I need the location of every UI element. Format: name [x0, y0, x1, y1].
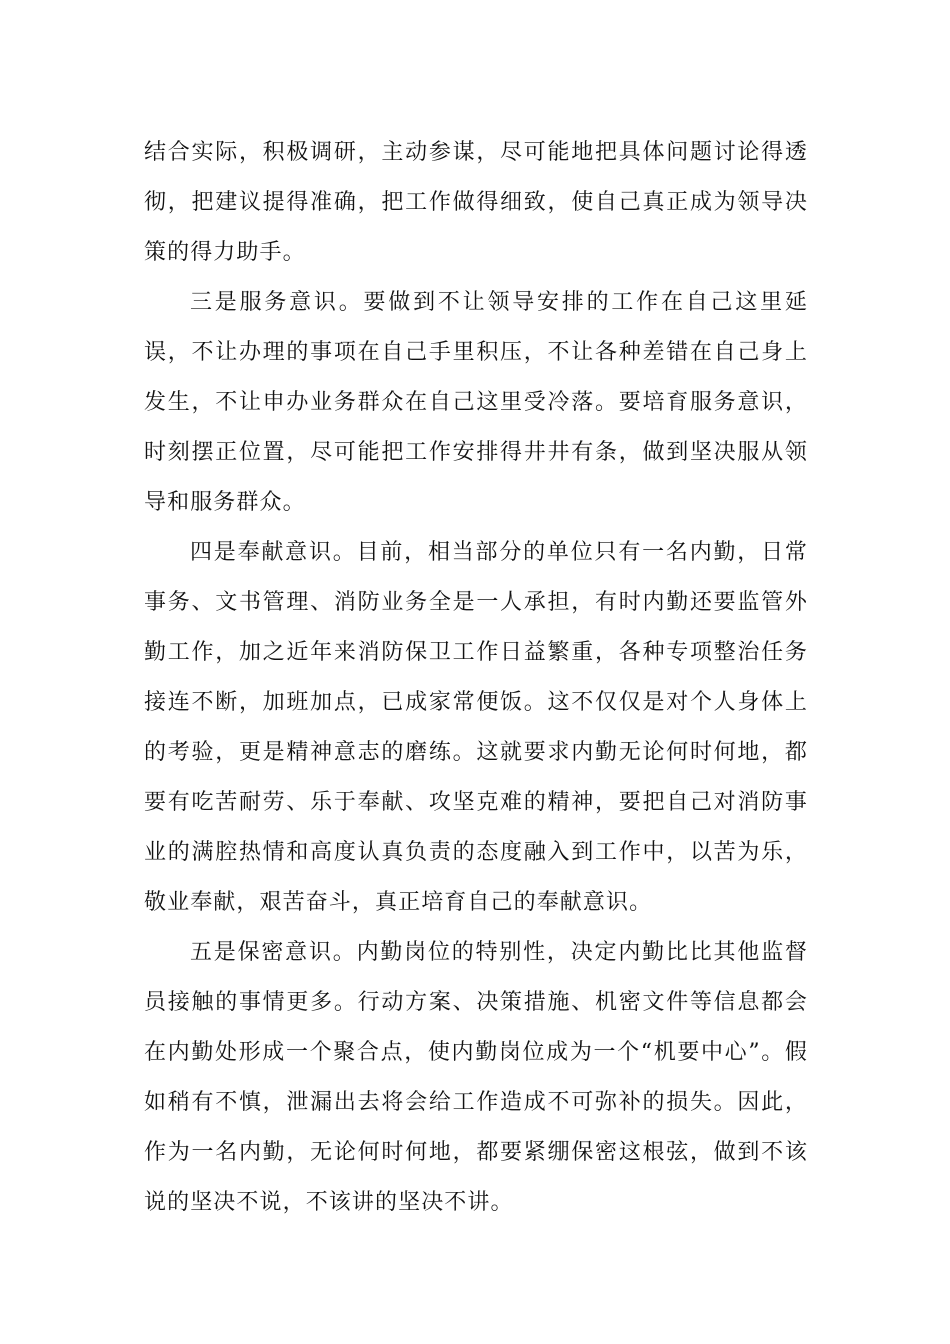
paragraph-dedication-awareness: 四是奉献意识。目前，相当部分的单位只有一名内勤，日常事务、文书管理、消防业务全是一人承担，有时内勤还要监管外勤工作，加之近年来消防保卫工作日益繁重，各种专项整治任务接连不断，加班加点，已成家常便饭。这不仅仅是对个人身体上的考验，更是精神意志的磨练。这就要求内勤无论何时何地，都要有吃苦耐劳、乐于奉献、攻坚克难的精神，要把自己对消防事业的满腔热情和高度认真负责的态度融入到工作中，以苦为乐，敬业奉献，艰苦奋斗，真正培育自己的奉献意识。 [144, 540, 808, 915]
paragraph-confidentiality-awareness: 五是保密意识。内勤岗位的特别性，决定内勤比比其他监督员接触的事情更多。行动方案、决策措施、机密文件等信息都会在内勤处形成一个聚合点，使内勤岗位成为一个“机要中心”。假如稍有不慎，泄漏出去将会给工作造成不可弥补的损失。因此，作为一名内勤，无论何时何地，都要紧绷保密这根弦，做到不该说的坚决不说，不该讲的坚决不讲。 [144, 940, 808, 1215]
paragraph-continuation: 结合实际，积极调研，主动参谋，尽可能地把具体问题讨论得透彻，把建议提得准确，把工作做得细致，使自己真正成为领导决策的得力助手。 [144, 140, 808, 265]
paragraph-service-awareness: 三是服务意识。要做到不让领导安排的工作在自己这里延误，不让办理的事项在自己手里积压，不让各种差错在自己身上发生，不让申办业务群众在自己这里受冷落。要培育服务意识，时刻摆正位置，尽可能把工作安排得井井有条，做到坚决服从领导和服务群众。 [144, 290, 808, 515]
document-body [144, 128, 808, 1228]
